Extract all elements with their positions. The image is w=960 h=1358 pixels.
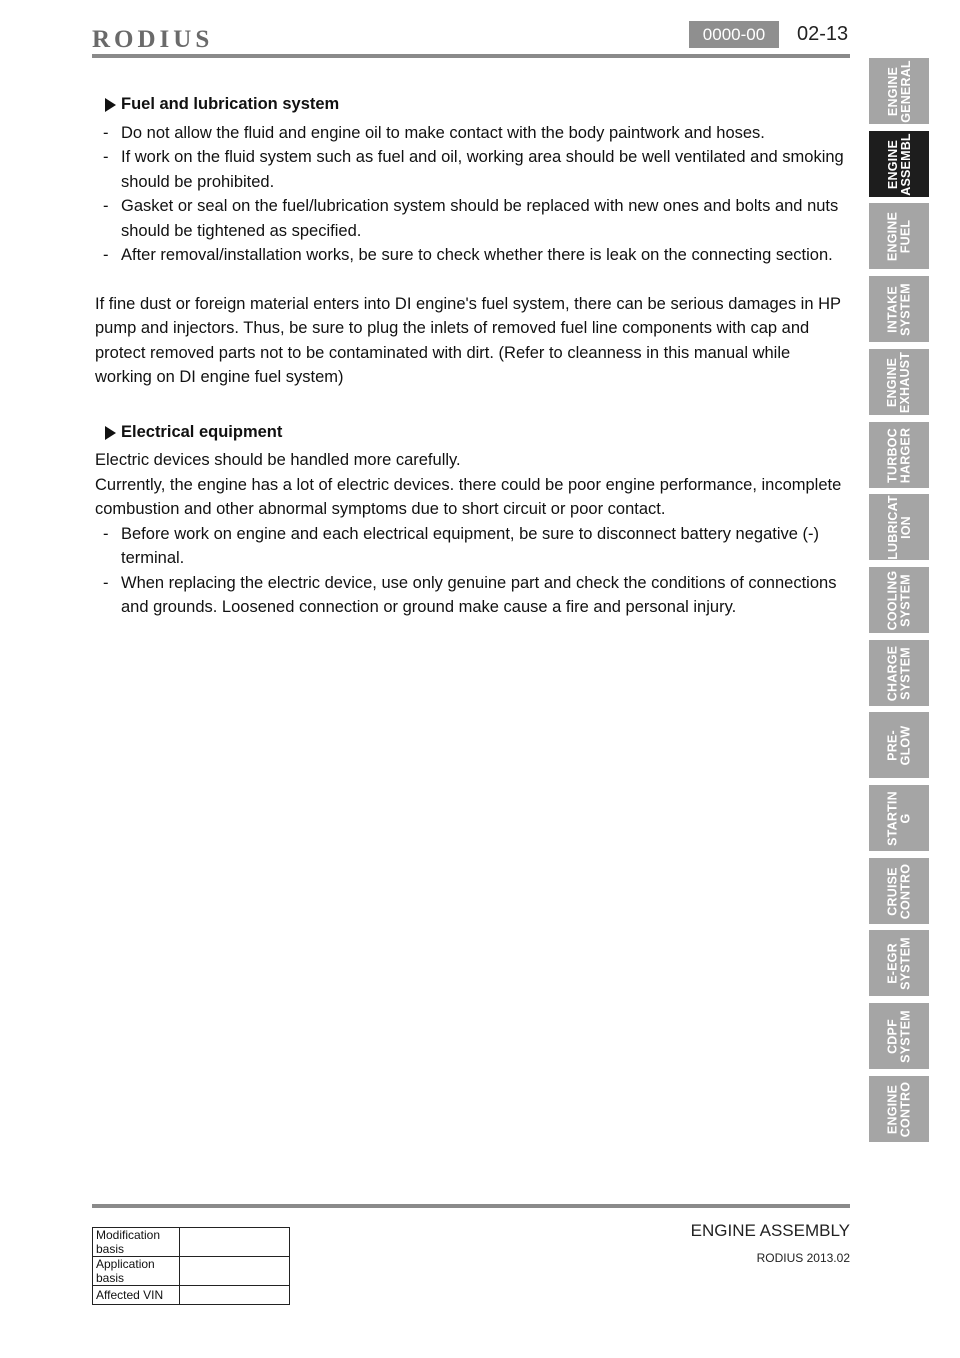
affected-vin-label: Affected VIN: [93, 1286, 180, 1305]
chapter-tab-label: CDPF SYSTEM: [885, 1009, 912, 1063]
chapter-tab-label: ENGINE EXHAUST: [885, 351, 913, 413]
triangle-bullet-icon: [105, 426, 116, 440]
electrical-intro-2: Currently, the engine has a lot of electric devices. there could be poor engine performance, incomplete combustion and other abnormal symptoms due to short circuit or poor contact.: [95, 475, 842, 518]
list-item: - Gasket or seal on the fuel/lubrication system should be replaced with new ones and bolts and nuts should be tightened as specified.: [103, 197, 839, 240]
chapter-tab[interactable]: [869, 203, 929, 269]
application-basis-label: Application basis: [93, 1257, 180, 1286]
electrical-intro-1: Electric devices should be handled more carefully.: [95, 451, 461, 469]
chapter-tab-label: ENGINE CONTRO: [885, 1081, 912, 1137]
chapter-tab[interactable]: [869, 1076, 929, 1142]
chapter-tab[interactable]: [869, 494, 929, 560]
chapter-tab-label: LUBRICAT ION: [885, 494, 912, 560]
chapter-tab-label: CHARGE SYSTEM: [885, 645, 912, 701]
chapter-tab[interactable]: [869, 58, 929, 124]
header-rule: [92, 54, 850, 58]
fuel-precautions-list: [95, 121, 845, 268]
triangle-bullet-icon: [105, 98, 116, 112]
affected-vin-value: [180, 1286, 290, 1305]
footer-subtitle: RODIUS 2013.02: [756, 1251, 850, 1265]
chapter-tab[interactable]: [869, 131, 929, 197]
chapter-tab-label: E-EGR SYSTEM: [885, 936, 912, 990]
electrical-section-title: Electrical equipment: [121, 422, 283, 441]
chapter-tab-label: STARTIN G: [885, 790, 912, 846]
chapter-tab-label: PRE- GLOW: [885, 725, 912, 765]
section-code-badge: 0000-00: [689, 21, 779, 48]
table-row: [93, 1286, 290, 1305]
chapter-tab[interactable]: [869, 567, 929, 633]
chapter-tab[interactable]: [869, 349, 929, 415]
electrical-precautions-list: [95, 522, 845, 620]
chapter-tab-label: ENGINE FUEL: [885, 211, 912, 261]
chapter-tab[interactable]: [869, 422, 929, 488]
footer-title: ENGINE ASSEMBLY: [690, 1221, 850, 1240]
electrical-section-heading: [95, 420, 845, 445]
application-basis-value: [180, 1257, 290, 1286]
list-item: - After removal/installation works, be sure to check whether there is leak on the connecting section.: [103, 246, 833, 264]
chapter-tab-label: INTAKE SYSTEM: [885, 282, 912, 336]
table-row: [93, 1228, 290, 1257]
chapter-tab-label: TURBOC HARGER: [885, 427, 912, 483]
fuel-section-heading: [95, 92, 845, 117]
rodius-logo: RODIUS: [92, 26, 214, 53]
list-item: - When replacing the electric device, use only genuine part and check the conditions of connections and grounds. Loosened connection or ground make cause a fire and personal injury.: [103, 573, 837, 616]
list-item: - If work on the fluid system such as fuel and oil, working area should be well ventilated and smoking should be prohibited.: [103, 148, 844, 191]
chapter-tab-label: CRUISE CONTRO: [885, 863, 912, 919]
modification-table: [92, 1227, 290, 1305]
chapter-tab[interactable]: [869, 640, 929, 706]
chapter-tab[interactable]: [869, 712, 929, 778]
chapter-tab-label: ENGINE GENERAL: [885, 59, 913, 123]
chapter-tab-label: COOLING SYSTEM: [885, 570, 912, 630]
footer-rule: [92, 1204, 850, 1208]
fuel-section-title: Fuel and lubrication system: [121, 95, 340, 113]
chapter-tab[interactable]: [869, 1003, 929, 1069]
modification-basis-value: [180, 1228, 290, 1257]
table-row: [93, 1257, 290, 1286]
list-item: - Before work on engine and each electrical equipment, be sure to disconnect battery negative (-) terminal.: [103, 524, 819, 567]
page-content: [95, 92, 845, 620]
chapter-tab-label: ENGINE ASSEMBL: [885, 132, 913, 196]
modification-basis-label: Modification basis: [93, 1228, 180, 1257]
chapter-tab[interactable]: [869, 858, 929, 924]
fuel-note-paragraph: If fine dust or foreign material enters into DI engine's fuel system, there can be serious damages in HP pump and injectors. Thus, be sure to plug the inlets of removed fuel line components with cap and protect removed parts not to be contaminated with dirt. (Refer to cleanness in this manual while working on DI engine fuel system): [95, 294, 841, 386]
chapter-tab[interactable]: [869, 276, 929, 342]
page-number: 02-13: [797, 23, 849, 45]
list-item: - Do not allow the fluid and engine oil to make contact with the body paintwork and hoses.: [103, 123, 765, 142]
chapter-tab[interactable]: [869, 785, 929, 851]
chapter-tab[interactable]: [869, 930, 929, 996]
